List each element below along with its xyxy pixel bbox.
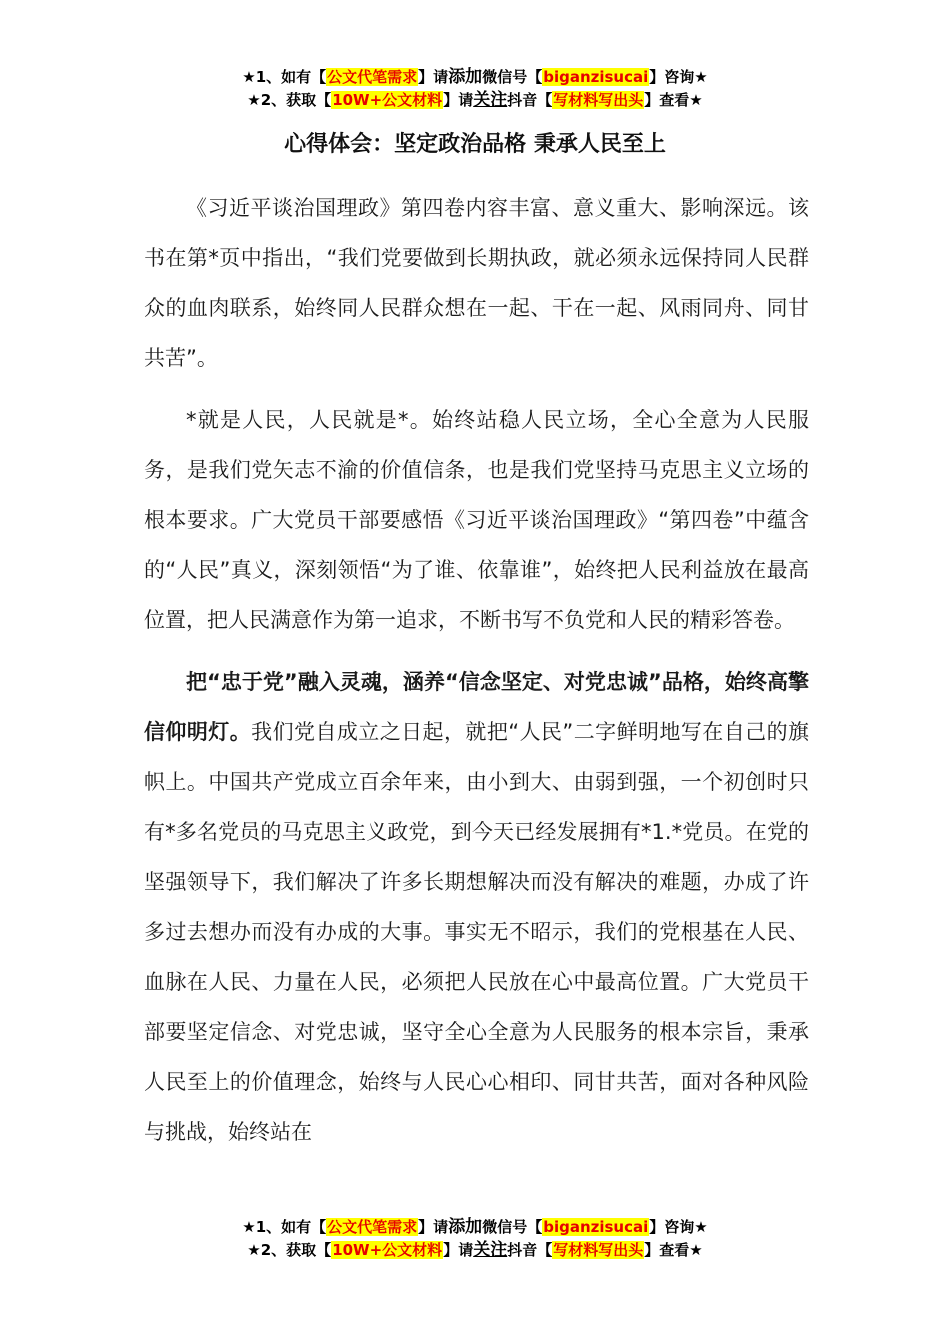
banner-text: 】请 [443,91,474,109]
banner-text: ★1、如有【 [242,1218,327,1236]
banner-highlight: biganzisucai [543,1218,649,1236]
banner-text: ★2、获取【 [247,91,332,109]
banner-text: 】查看★ [644,91,703,109]
banner-emphasis: 添加 [448,1217,483,1237]
paragraph [144,657,809,1157]
banner-highlight: 10W+公文材料 [332,1241,443,1259]
banner-text: 】请 [418,1218,449,1236]
banner-text: 】请 [418,68,449,86]
banner-emphasis: 关注 [473,90,508,110]
paragraph-lead: 把“忠于党”融入灵魂，涵养“信念坚定、对党忠诚”品格，始终高擎信仰明灯。 [144,670,809,744]
banner-highlight: 10W+公文材料 [332,91,443,109]
banner-text: 】请 [443,1241,474,1259]
paragraph-text: 《习近平谈治国理政》第四卷内容丰富、意义重大、影响深远。该书在第*页中指出，“我们党要做到长期执政，就必须永远保持同人民群众的血肉联系，始终同人民群众想在一起、干在一起、风雨同舟、同甘共苦”。 [144,196,809,370]
banner-text: 】咨询★ [649,68,708,86]
page-title: 心得体会：坚定政治品格 秉承人民至上 [284,132,666,157]
banner-line-1 [0,1216,950,1239]
banner-highlight: 公文代笔需求 [327,1218,418,1236]
banner-highlight: 写材料写出头 [553,91,644,109]
paragraph [144,183,809,383]
banner-text: ★1、如有【 [242,68,327,86]
banner-text: ★2、获取【 [247,1241,332,1259]
banner-highlight: biganzisucai [543,68,649,86]
paragraph [144,395,809,645]
banner-text: 抖音【 [507,1241,553,1259]
paragraph-text: 我们党自成立之日起，就把“人民”二字鲜明地写在自己的旗帜上。中国共产党成立百余年来，由小到大、由弱到强，一个初创时只有*多名党员的马克思主义政党，到今天已经发展拥有*1.*党员。在党的坚强领导下，我们解决了许多长期想解决而没有解决的难题，办成了许多过去想办而没有办成的大事。事实无不昭示，我们的党根基在人民、血脉在人民、力量在人民，必须把人民放在心中最高位置。广大党员干部要坚定信念、对党忠诚，坚守全心全意为人民服务的根本宗旨，秉承人民至上的价值理念，始终与人民心心相印、同甘共苦，面对各种风险与挑战，始终站在 [144,720,809,1144]
document-body [144,183,809,1169]
banner-highlight: 写材料写出头 [553,1241,644,1259]
banner-text: 微信号【 [482,68,543,86]
banner-text: 】咨询★ [649,1218,708,1236]
banner-text: 抖音【 [507,91,553,109]
banner-text: 】查看★ [644,1241,703,1259]
banner-emphasis: 添加 [448,67,483,87]
header-banner [0,66,950,112]
banner-line-2 [0,1239,950,1262]
banner-text: 微信号【 [482,1218,543,1236]
footer-banner [0,1216,950,1262]
banner-highlight: 公文代笔需求 [327,68,418,86]
banner-line-2 [0,89,950,112]
banner-line-1 [0,66,950,89]
paragraph-text: *就是人民，人民就是*。始终站稳人民立场，全心全意为人民服务，是我们党矢志不渝的价值信条，也是我们党坚持马克思主义立场的根本要求。广大党员干部要感悟《习近平谈治国理政》“第四卷”中蕴含的“人民”真义，深刻领悟“为了谁、依靠谁”，始终把人民利益放在最高位置，把人民满意作为第一追求，不断书写不负党和人民的精彩答卷。 [144,408,809,632]
banner-emphasis: 关注 [473,1240,508,1260]
